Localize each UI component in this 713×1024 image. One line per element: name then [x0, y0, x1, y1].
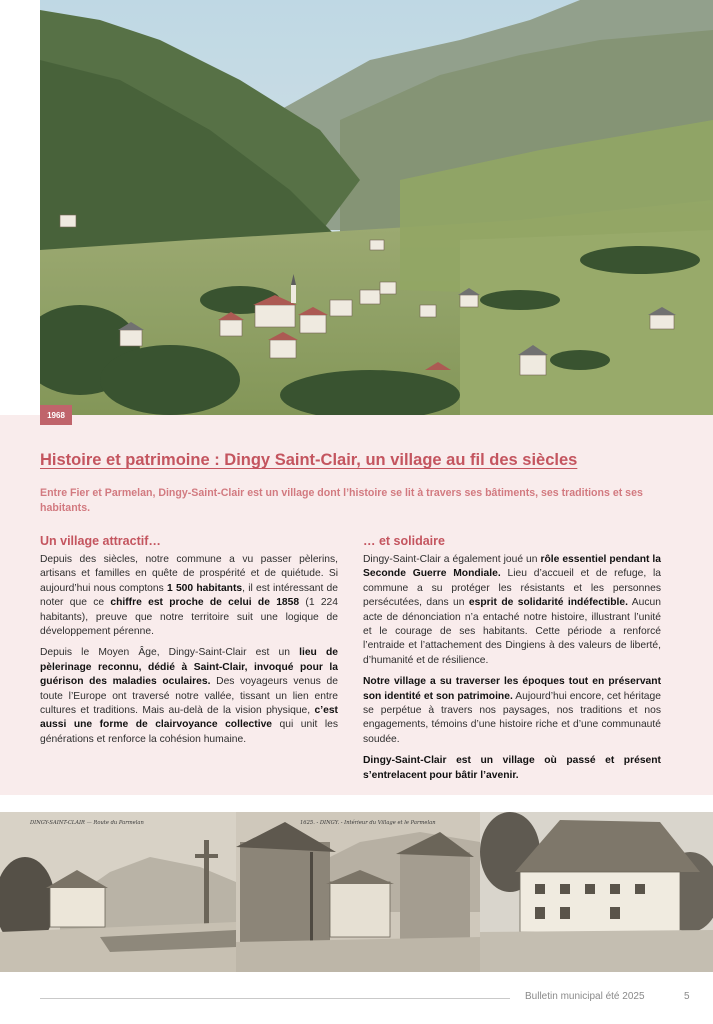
article-intro: Entre Fier et Parmelan, Dingy-Saint-Clair est un village dont l’histoire se lit à travers ses bâtiments, ses traditions et ses habitants. — [40, 487, 643, 514]
hero-photo — [40, 0, 713, 415]
paragraph: Dingy-Saint-Clair a également joué un rôle essentiel pendant la Seconde Guerre Mondiale. Lieu d’accueil et de refuge, la commune a su protéger les résistants et les personnes persécutées, dans un esprit de solidarité indéfectible. Aucun acte de dénonciation n’a entaché notre histoire, illustrant l’unité et le courage de ses habitants. Cette période a renforcé l’entraide et l’attachement des Dingiens à des valeurs de liberté, d’humanité et de résilience. — [363, 554, 662, 666]
article-title: Histoire et patrimoine : Dingy Saint-Clair, un village au fil des siècles — [40, 451, 578, 469]
section-heading-attractive: Un village attractif… — [40, 534, 161, 548]
paragraph: Depuis des siècles, notre commune a vu passer pèlerins, artisans et familles en quête de prospérité et de quiétude. Si aujourd’hui nous comptons 1 500 habitants, il est intéressant de noter que ce chiffre est proche de celui de 1858 (1 224 habitants), preuve que notre territoire suit une logique de développement pérenne. — [40, 554, 339, 638]
column-left — [40, 534, 338, 754]
paragraph: Notre village a su traverser les époques tout en préservant son identité et son patrimoine. Aujourd’hui encore, cet héritage se perpétue à travers nos paysages, nos traditions et nos engagements, témoins d’une histoire riche et d’une communauté soudée. — [363, 676, 661, 745]
postcard-village-interior — [236, 812, 480, 972]
section-heading-solidarity: … et solidaire — [363, 534, 445, 548]
postcard-route-parmelan — [0, 812, 236, 972]
postcard-caption-1: DINGY-SAINT-CLAIR — Route du Parmelan — [30, 820, 144, 826]
postcard-farmhouse — [480, 812, 713, 972]
paragraph: Depuis le Moyen Âge, Dingy-Saint-Clair est un lieu de pèlerinage reconnu, dédié à Saint-Clair, invoqué pour la guérison des maladies oculaires. Des voyageurs venus de toute l’Europe ont traversé notre vallée, tissant un lien entre cultures et traditions. Mais au-delà de la vision physique, c’est aussi une forme de clairvoyance collective qui unit les générations et renforce la cohésion humaine. — [40, 647, 338, 745]
footer-divider — [40, 998, 510, 999]
page-number: 5 — [684, 991, 690, 1002]
column-right — [363, 534, 661, 790]
postcard-caption-2: 1625. - DINGY. - Intérieur du Village et le Parmelan — [300, 820, 436, 826]
footer-publication: Bulletin municipal été 2025 — [525, 991, 645, 1002]
paragraph: Dingy-Saint-Clair est un village où passé et présent s’entrelacent pour bâtir l’avenir. — [363, 755, 661, 781]
historical-postcards-strip — [0, 812, 713, 972]
photo-year-badge: 1968 — [40, 405, 72, 425]
